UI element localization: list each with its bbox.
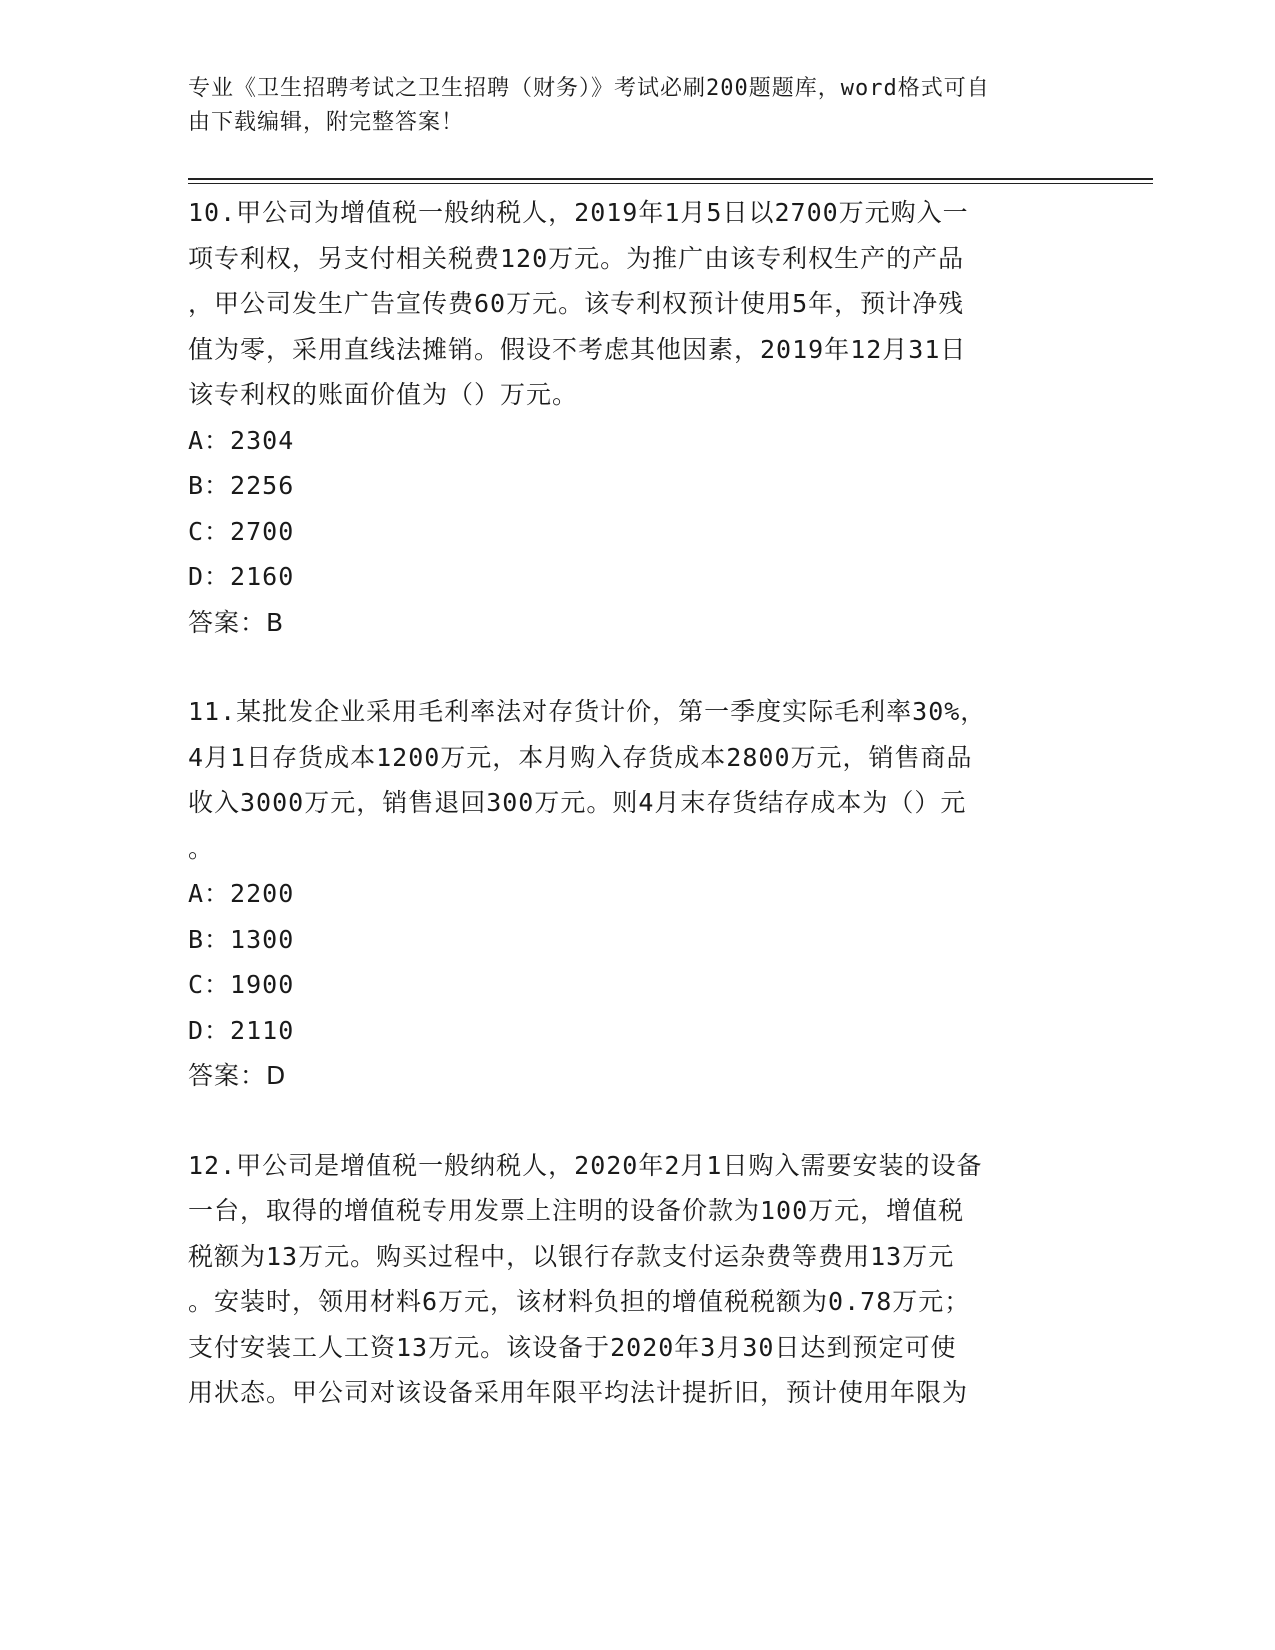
header-divider-thin [188, 183, 1153, 184]
question-text: 10.甲公司为增值税一般纳税人，2019年1月5日以2700万元购入一 项专利权，另支付相关税费120万元。为推广由该专利权生产的产品 ，甲公司发生广告宣传费60万元。该专利权预计使用5年，预计净残 值为零，采用直线法摊销。假设不考虑其他因素，2019年12月31日 该专利权的账面价值为（）万元。 [188, 198, 969, 409]
option-d: D：2160 [188, 562, 295, 591]
question-text: 12.甲公司是增值税一般纳税人，2020年2月1日购入需要安装的设备 一台，取得的增值税专用发票上注明的设备价款为100万元，增值税 税额为13万元。购买过程中，以银行存款支付运杂费等费用13万元 。安装时，领用材料6万元，该材料负担的增值税税额为0.78万元； 支付安装工人工资13万元。该设备于2020年3月30日达到预定可使 用状态。甲公司对该设备采用年限平均法计提折旧，预计使用年限为 [188, 1150, 983, 1407]
option-b: B：2256 [188, 471, 295, 500]
question-text: 11.某批发企业采用毛利率法对存货计价，第一季度实际毛利率30%， 4月1日存货成本1200万元，本月购入存货成本2800万元，销售商品 收入3000万元，销售退回300万元。则4月末存货结存成本为（）元 。 [188, 697, 987, 863]
document-header [188, 72, 1068, 140]
header-divider-thick [188, 178, 1153, 180]
header-title-line-2: 由下载编辑，附完整答案！ [188, 110, 465, 135]
option-d: D：2110 [188, 1015, 295, 1045]
option-a: A：2200 [188, 879, 295, 908]
question-11 [188, 689, 1078, 1099]
answer-label: 答案：B [188, 607, 285, 637]
option-c: C：2700 [188, 516, 295, 546]
option-a: A：2304 [188, 425, 295, 455]
header-title-line-1: 专业《卫生招聘考试之卫生招聘（财务）》考试必刷200题题库，word格式可自 [188, 76, 990, 101]
option-b: B：1300 [188, 924, 295, 954]
option-c: C：1900 [188, 970, 295, 999]
question-list [188, 190, 1078, 1460]
question-10 [188, 190, 1078, 645]
question-12 [188, 1143, 1078, 1416]
answer-label: 答案：D [188, 1061, 287, 1090]
